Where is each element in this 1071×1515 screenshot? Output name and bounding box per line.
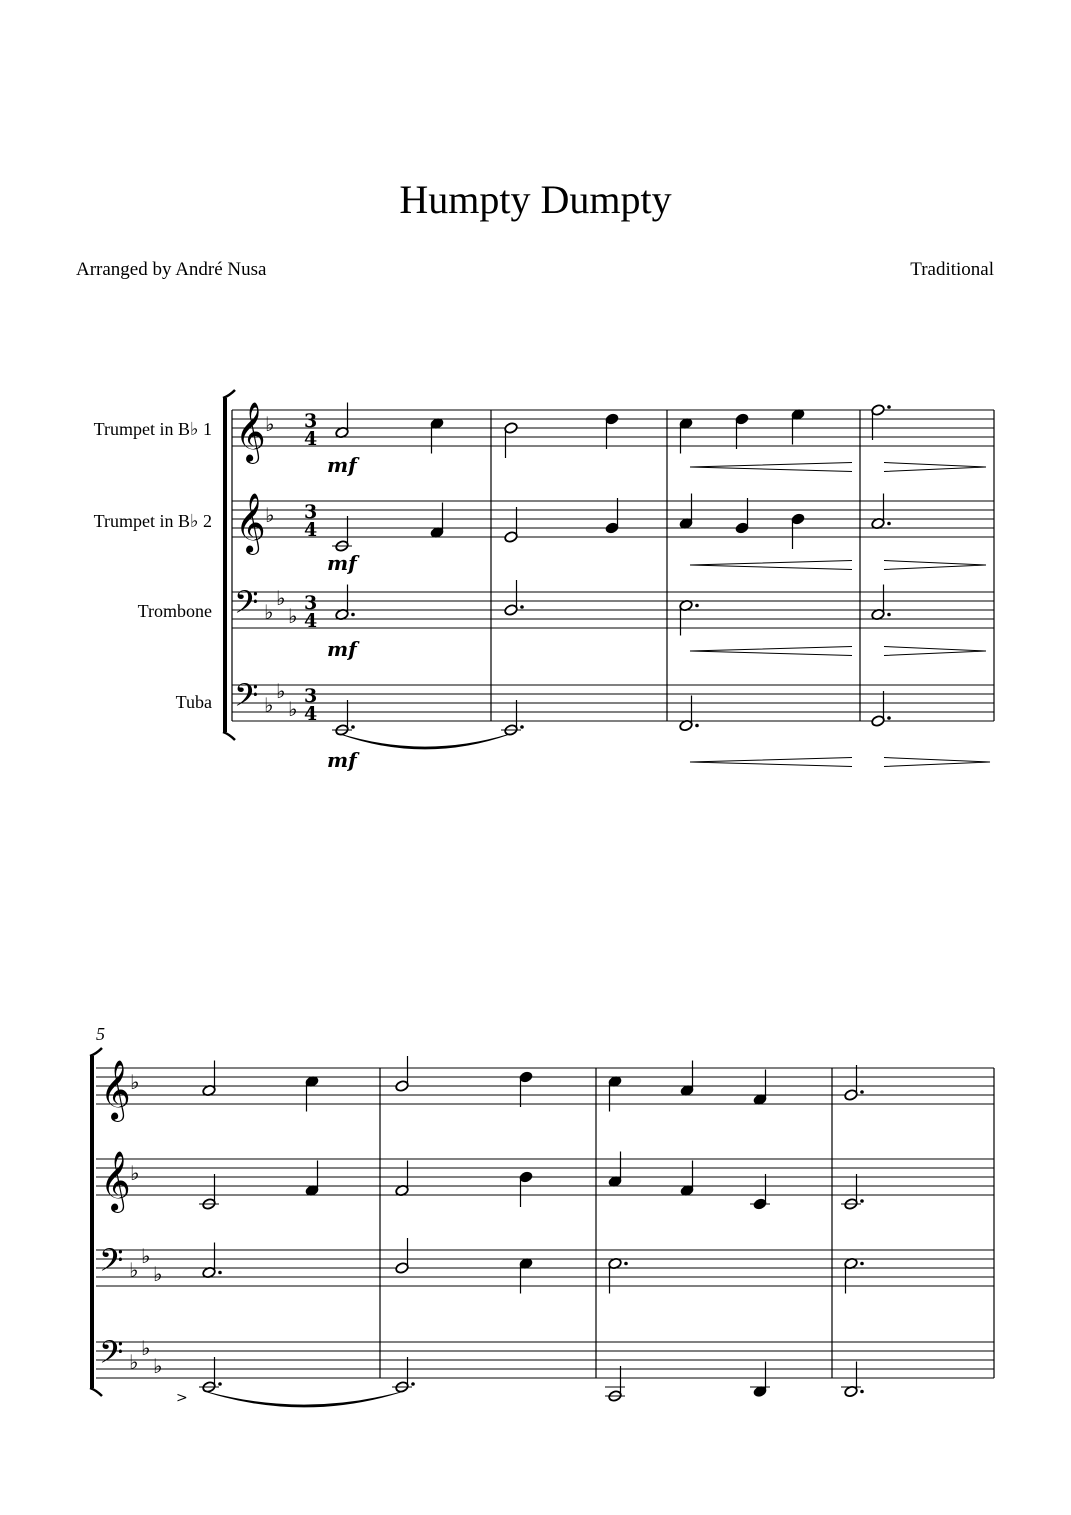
augmentation-dot (695, 604, 699, 608)
treble-clef-icon: 𝄞 (100, 1151, 131, 1211)
augmentation-dot (624, 1262, 628, 1266)
augmentation-dot (860, 1199, 864, 1203)
system-1 (223, 390, 994, 772)
bracket-top (223, 390, 235, 398)
decrescendo-hairpin (884, 561, 986, 570)
crescendo-hairpin (690, 647, 852, 656)
time-signature-denominator: 4 (304, 428, 318, 450)
augmentation-dot (695, 724, 699, 728)
tie (207, 1392, 401, 1407)
dynamic-mark: mf (327, 453, 357, 477)
augmentation-dot (887, 716, 891, 720)
time-signature-numerator: 3 (304, 410, 318, 432)
augmentation-dot (887, 522, 891, 526)
treble-clef-icon: 𝄞 (235, 402, 266, 462)
flat-icon: ♭ (153, 1354, 163, 1378)
dynamic-mark: mf (327, 748, 357, 772)
augmentation-dot (218, 1271, 222, 1275)
decrescendo-hairpin (884, 758, 990, 767)
bracket-bottom (223, 732, 235, 740)
augmentation-dot (520, 725, 524, 729)
flat-icon: ♭ (265, 503, 275, 527)
bracket-top (90, 1048, 102, 1056)
accent-icon: > (176, 1390, 188, 1406)
instrument-label-trumpet-2: Trumpet in B♭ 2 (93, 511, 212, 531)
instrument-label-trombone: Trombone (137, 601, 212, 621)
augmentation-dot (218, 1382, 222, 1386)
bass-clef-icon: 𝄢 (99, 1334, 124, 1378)
bass-clef-icon: 𝄢 (99, 1242, 124, 1286)
flat-icon: ♭ (141, 1336, 151, 1360)
flat-icon: ♭ (129, 1258, 139, 1282)
flat-icon: ♭ (288, 697, 298, 721)
flat-icon: ♭ (130, 1161, 140, 1185)
arranger-credit: Arranged by André Nusa (76, 259, 267, 280)
flat-icon: ♭ (264, 693, 274, 717)
augmentation-dot (887, 405, 891, 409)
crescendo-hairpin (690, 463, 852, 472)
dynamic-mark: mf (327, 637, 357, 661)
time-signature-numerator: 3 (304, 685, 318, 707)
treble-clef-icon: 𝄞 (235, 493, 266, 553)
tie (340, 734, 510, 749)
treble-clef-icon: 𝄞 (100, 1060, 131, 1120)
augmentation-dot (860, 1262, 864, 1266)
augmentation-dot (860, 1390, 864, 1394)
bass-clef-icon: 𝄢 (234, 584, 259, 628)
crescendo-hairpin (690, 758, 852, 767)
flat-icon: ♭ (153, 1262, 163, 1286)
dynamic-mark: mf (327, 551, 357, 575)
time-signature-denominator: 4 (304, 703, 318, 725)
system-2 (90, 1048, 994, 1407)
augmentation-dot (411, 1382, 415, 1386)
augmentation-dot (860, 1090, 864, 1094)
crescendo-hairpin (690, 561, 852, 570)
decrescendo-hairpin (884, 647, 986, 656)
instrument-label-tuba: Tuba (175, 692, 212, 712)
time-signature-numerator: 3 (304, 501, 318, 523)
time-signature-denominator: 4 (304, 519, 318, 541)
flat-icon: ♭ (288, 604, 298, 628)
flat-icon: ♭ (130, 1070, 140, 1094)
flat-icon: ♭ (129, 1350, 139, 1374)
augmentation-dot (351, 725, 355, 729)
flat-icon: ♭ (276, 679, 286, 703)
composer-credit: Traditional (910, 259, 994, 280)
augmentation-dot (520, 605, 524, 609)
bracket-bottom (90, 1388, 102, 1396)
measure-number: 5 (96, 1024, 105, 1044)
augmentation-dot (351, 613, 355, 617)
time-signature-denominator: 4 (304, 610, 318, 632)
bass-clef-icon: 𝄢 (234, 677, 259, 721)
augmentation-dot (887, 613, 891, 617)
instrument-label-trumpet-1: Trumpet in B♭ 1 (93, 419, 212, 439)
piece-title: Humpty Dumpty (399, 177, 672, 222)
flat-icon: ♭ (276, 586, 286, 610)
decrescendo-hairpin (884, 463, 986, 472)
time-signature-numerator: 3 (304, 592, 318, 614)
flat-icon: ♭ (265, 412, 275, 436)
flat-icon: ♭ (141, 1244, 151, 1268)
flat-icon: ♭ (264, 600, 274, 624)
